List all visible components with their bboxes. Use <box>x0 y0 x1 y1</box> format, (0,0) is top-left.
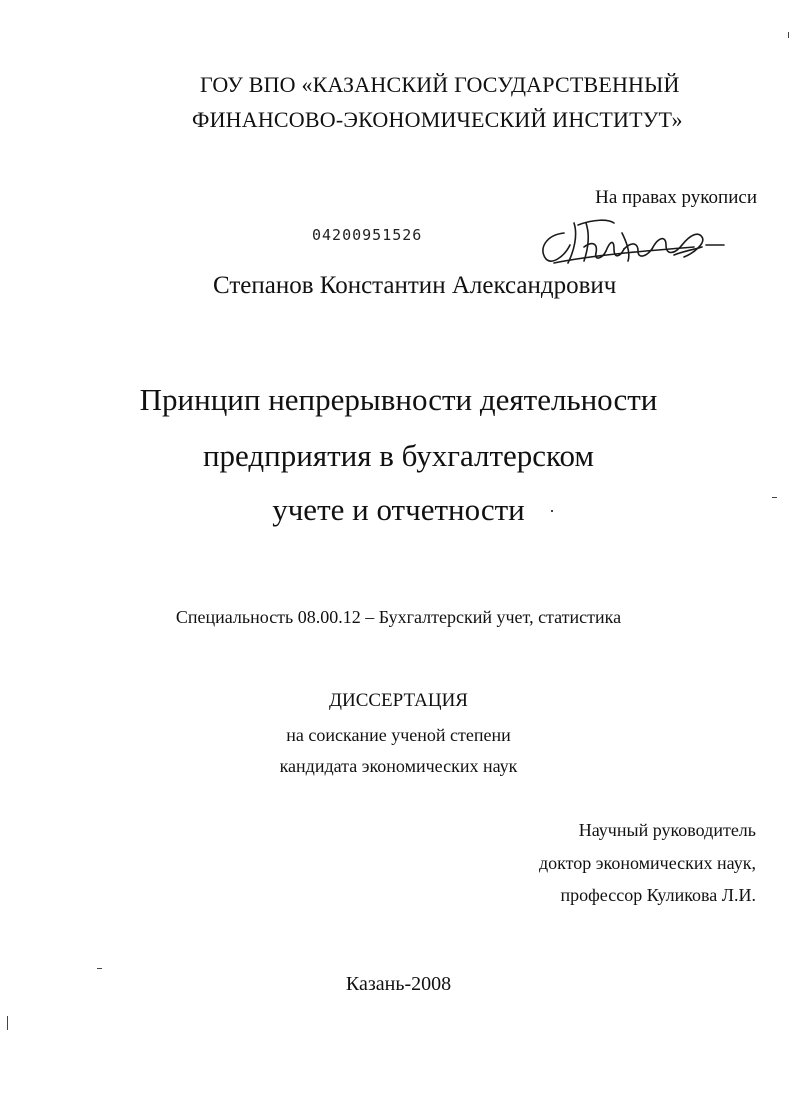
dissertation-label: ДИССЕРТАЦИЯ <box>329 690 468 711</box>
scan-speck <box>788 32 789 38</box>
handwritten-signature <box>534 205 734 275</box>
dissertation-title-line-3: учете и отчетности <box>272 492 525 527</box>
advisor-degree: доктор экономических наук, <box>539 853 756 873</box>
scan-speck <box>7 1016 8 1030</box>
manuscript-rights-note: На правах рукописи <box>595 187 757 208</box>
advisor-role: Научный руководитель <box>578 820 756 840</box>
scan-speck <box>551 510 553 512</box>
institution-name-line-2: ФИНАНСОВО-ЭКОНОМИЧЕСКИЙ ИНСТИТУТ» <box>192 107 683 132</box>
dissertation-title-line-1: Принцип непрерывности деятельности <box>139 382 658 417</box>
scan-speck <box>97 968 102 969</box>
degree-purpose-line: на соискание ученой степени <box>286 725 511 745</box>
author-name: Степанов Константин Александрович <box>213 272 617 299</box>
specialty-line: Специальность 08.00.12 – Бухгалтерский учет, статистика <box>175 607 622 627</box>
dissertation-title-line-2: предприятия в бухгалтерском <box>202 438 595 473</box>
institution-name-line-1: ГОУ ВПО «КАЗАНСКИЙ ГОСУДАРСТВЕННЫЙ <box>200 72 680 97</box>
degree-name-line: кандидата экономических наук <box>279 756 518 776</box>
scan-speck <box>772 497 777 498</box>
city-year: Казань-2008 <box>345 973 452 995</box>
document-code: 04200951526 <box>312 226 423 244</box>
advisor-name: профессор Куликова Л.И. <box>560 885 756 905</box>
